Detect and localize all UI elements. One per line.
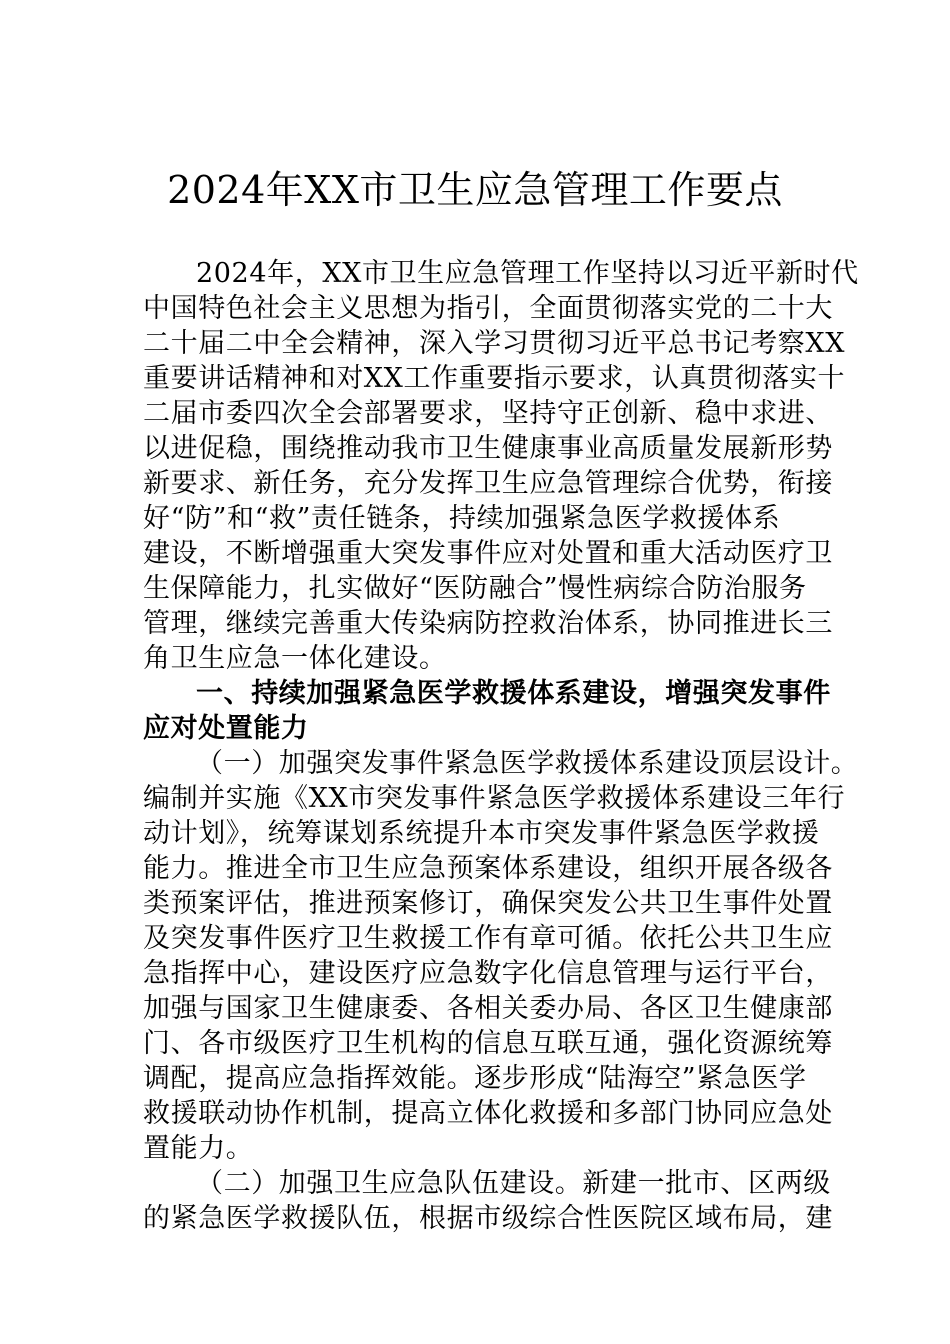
paragraph-line: 二届市委四次全会部署要求，坚持守正创新、稳中求进、 [143, 398, 833, 429]
paragraph-line: 新要求、新任务，充分发挥卫生应急管理综合优势，衔接 [143, 468, 833, 499]
paragraph-line: 调配，提高应急指挥效能。逐步形成“陆海空”紧急医学 [143, 1063, 807, 1094]
paragraph-line: 救援联动协作机制，提高立体化救援和多部门协同应急处 [143, 1098, 833, 1129]
document-title: 2024年XX市卫生应急管理工作要点 [167, 168, 783, 212]
paragraph-line: （一）加强突发事件紧急医学救援体系建设顶层设计。 [196, 748, 859, 779]
paragraph-line: 置能力。 [143, 1133, 254, 1164]
paragraph-line: 重要讲话精神和对XX工作重要指示要求，认真贯彻落实十 [143, 363, 846, 394]
section-heading: 一、持续加强紧急医学救援体系建设，增强突发事件 [196, 678, 831, 709]
paragraph-line: 2024年，XX市卫生应急管理工作坚持以习近平新时代 [196, 258, 859, 289]
paragraph-line: 角卫生应急一体化建设。 [143, 643, 447, 674]
paragraph-line: 加强与国家卫生健康委、各相关委办局、各区卫生健康部 [143, 993, 833, 1024]
paragraph-line: 能力。推进全市卫生应急预案体系建设，组织开展各级各 [143, 853, 833, 884]
section-heading: 应对处置能力 [143, 713, 309, 744]
paragraph-line: 编制并实施《XX市突发事件紧急医学救援体系建设三年行 [143, 783, 846, 814]
paragraph-line: 中国特色社会主义思想为指引，全面贯彻落实党的二十大 [143, 293, 833, 324]
paragraph-line: 以进促稳，围绕推动我市卫生健康事业高质量发展新形势 [143, 433, 833, 464]
paragraph-line: 的紧急医学救援队伍，根据市级综合性医院区域布局，建 [143, 1203, 833, 1234]
paragraph-line: 类预案评估，推进预案修订，确保突发公共卫生事件处置 [143, 888, 833, 919]
paragraph-line: 好“防”和“救”责任链条，持续加强紧急医学救援体系 [143, 503, 781, 534]
paragraph-line: （二）加强卫生应急队伍建设。新建一批市、区两级 [196, 1168, 831, 1199]
paragraph-line: 门、各市级医疗卫生机构的信息互联互通，强化资源统筹 [143, 1028, 833, 1059]
paragraph-line: 急指挥中心，建设医疗应急数字化信息管理与运行平台， [143, 958, 833, 989]
paragraph-line: 二十届二中全会精神，深入学习贯彻习近平总书记考察XX [143, 328, 846, 359]
paragraph-line: 建设，不断增强重大突发事件应对处置和重大活动医疗卫 [143, 538, 833, 569]
paragraph-line: 管理，继续完善重大传染病防控救治体系，协同推进长三 [143, 608, 833, 639]
paragraph-line: 及突发事件医疗卫生救援工作有章可循。依托公共卫生应 [143, 923, 833, 954]
paragraph-line: 生保障能力，扎实做好“医防融合”慢性病综合防治服务 [143, 573, 807, 604]
paragraph-line: 动计划》，统筹谋划系统提升本市突发事件紧急医学救援 [143, 818, 820, 849]
